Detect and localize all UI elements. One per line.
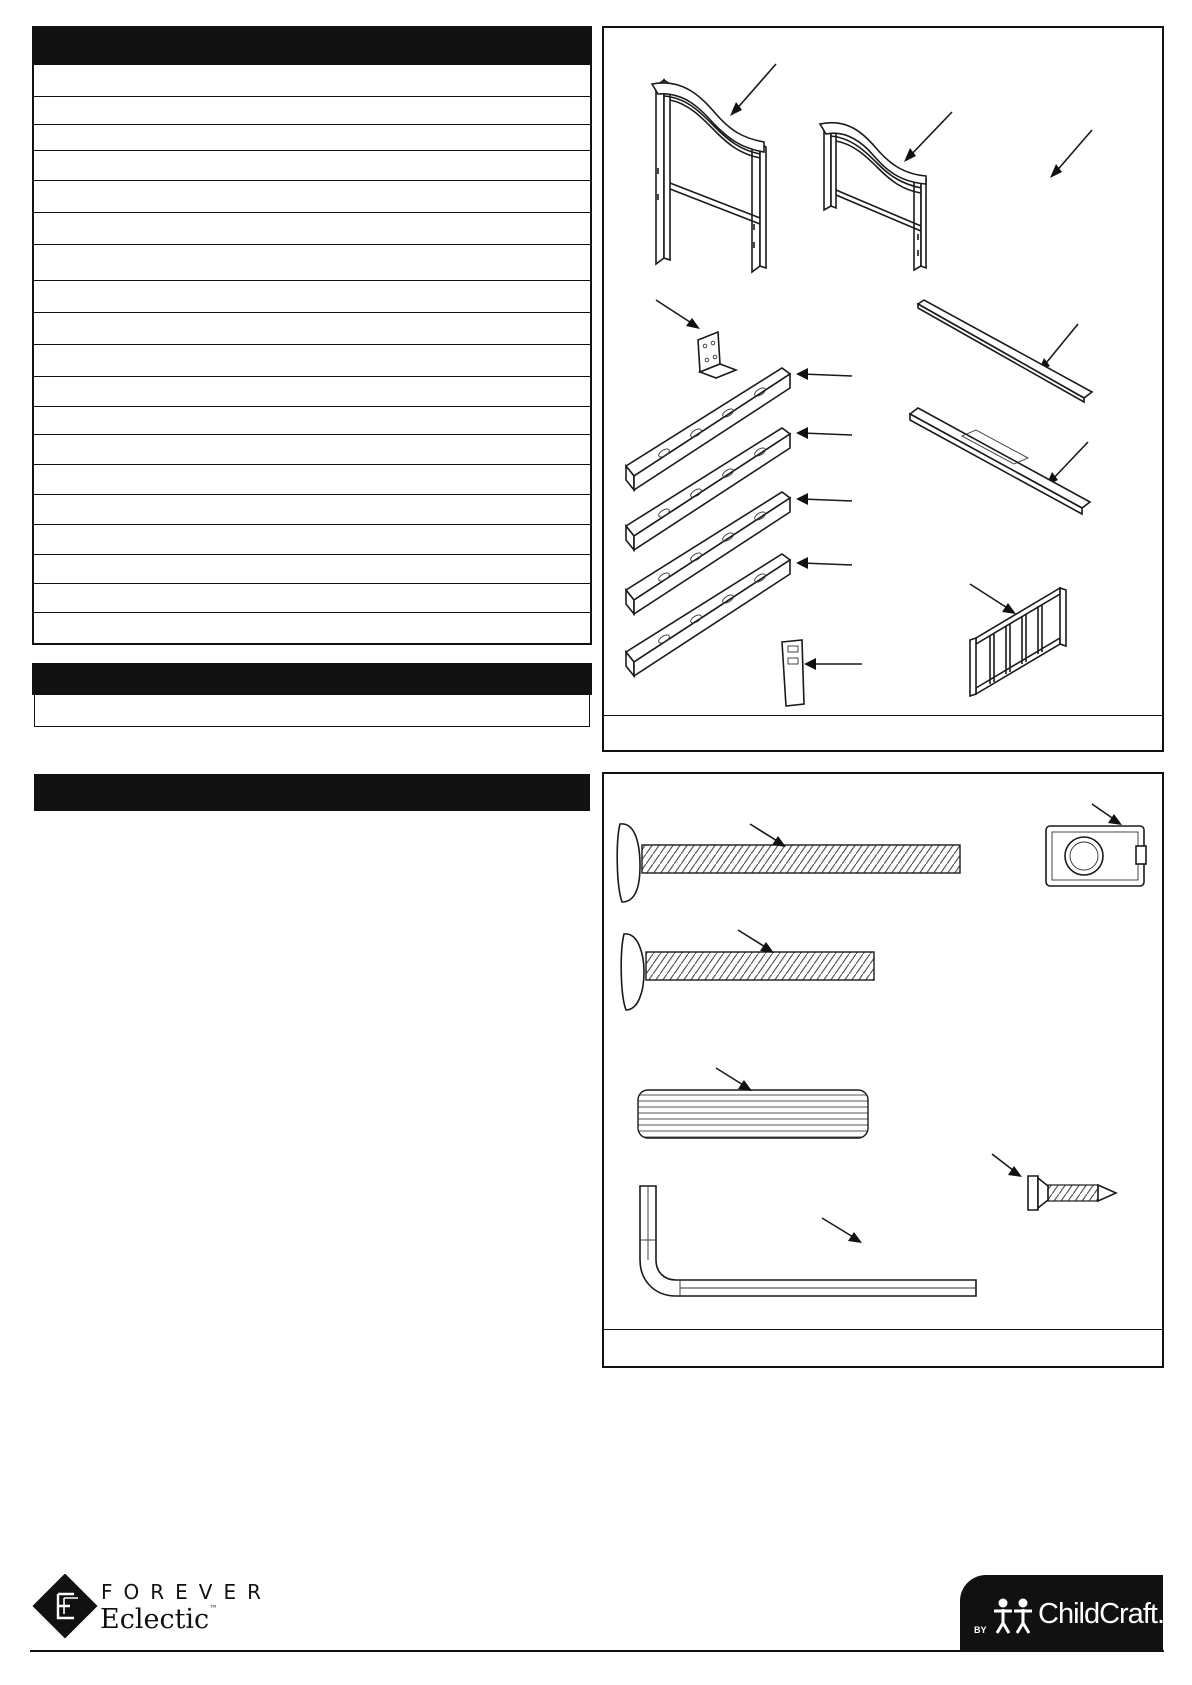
slat-illustration [918,300,1092,402]
parts-list-row [34,344,590,345]
partner-brand-text: ChildCraft [1038,1598,1157,1630]
parts-list-row [34,280,590,281]
parts-list-row [34,180,590,181]
corner-bracket-illustration [698,332,736,378]
hardware-diagram-caption [604,1329,1162,1366]
notes-table-header [32,663,592,695]
parts-list-row [34,376,590,377]
childcraft-logo-box [960,1575,1163,1651]
parts-list-row [34,406,590,407]
trademark-symbol: ™ [209,1604,218,1613]
forever-eclectic-logo-mark [28,1574,108,1644]
parts-list-row [34,434,590,435]
long-bolt-illustration [617,824,960,902]
brand-title: FOREVER [101,1580,272,1604]
parts-list-header [34,28,590,65]
parts-list-row [34,124,590,125]
parts-list-row [34,494,590,495]
allen-key-illustration [640,1186,976,1296]
parts-list-row [34,583,590,584]
parts-list-row [34,96,590,97]
by-label: BY [974,1625,987,1635]
parts-list-row [34,212,590,213]
parts-diagram [604,28,1162,708]
parts-list-row [34,244,590,245]
footer-divider [30,1650,1164,1652]
parts-list-table [32,26,592,645]
parts-list-row [34,150,590,151]
parts-diagram-caption [604,715,1162,750]
wood-screw-illustration [1028,1176,1116,1210]
hardware-diagram [604,774,1162,1330]
support-leg-illustration [782,640,804,706]
parts-list-row [34,612,590,613]
side-rails-illustration [626,368,790,676]
childcraft-figures-icon [992,1597,1036,1635]
barrel-nut-illustration [1046,826,1146,886]
center-support-illustration [910,408,1090,514]
guard-rail-illustration [970,588,1066,696]
parts-list-row [34,554,590,555]
parts-list-row [34,464,590,465]
parts-diagram-panel [602,26,1164,752]
hardware-diagram-panel [602,772,1164,1368]
brand-subtitle [100,1604,217,1635]
brand-subtitle-text: Eclectic [100,1604,210,1635]
wood-dowel-illustration [638,1090,868,1138]
short-bolt-illustration [621,934,874,1010]
parts-list-row [34,524,590,525]
diamond-logo-icon [28,1574,108,1644]
notes-table [32,663,592,727]
footboard-illustration [820,123,926,270]
partner-brand [1038,1598,1164,1631]
parts-list-row [34,312,590,313]
partner-brand-suffix: . [1156,1598,1164,1630]
hardware-list-header [34,774,590,811]
headboard-illustration [652,80,766,272]
notes-table-row [34,695,590,727]
